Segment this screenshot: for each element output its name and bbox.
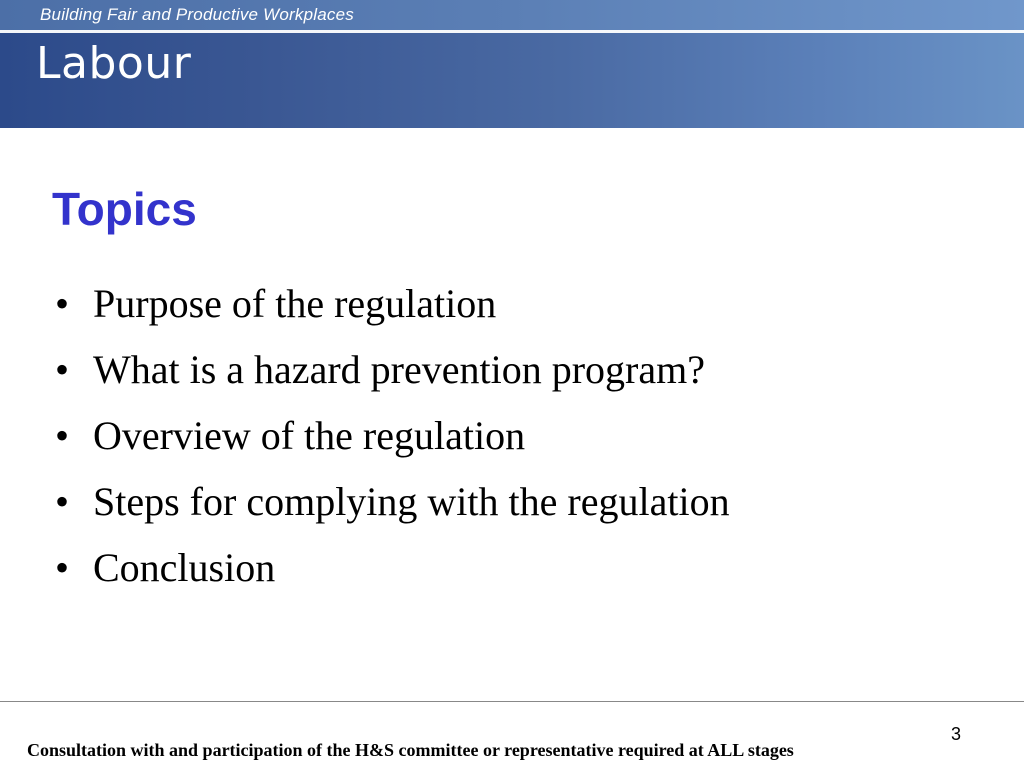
bullet-icon: • [55, 545, 70, 590]
header-tagline: Building Fair and Productive Workplaces [40, 5, 354, 24]
list-item-text: What is a hazard prevention program? [93, 347, 705, 392]
list-item [55, 478, 730, 544]
list-item [55, 412, 730, 478]
list-item-text: Overview of the regulation [93, 413, 526, 458]
footer-divider [0, 701, 1024, 702]
page-number: 3 [951, 724, 962, 744]
list-item-text: Conclusion [93, 545, 276, 590]
bullet-icon: • [55, 479, 70, 524]
slide-title: Topics [52, 183, 197, 235]
list-item [55, 544, 730, 610]
list-item-text: Purpose of the regulation [93, 281, 497, 326]
header-divider [0, 30, 1024, 33]
topics-list [55, 280, 730, 610]
list-item [55, 280, 730, 346]
bullet-icon: • [55, 413, 70, 458]
header-tagline-strip [0, 0, 1024, 30]
footer-note: Consultation with and participation of the H&S committee or representative required at ALL stages [27, 740, 794, 760]
brand-logo-text: Labour [36, 38, 192, 89]
list-item [55, 346, 730, 412]
list-item-text: Steps for complying with the regulation [93, 479, 730, 524]
bullet-icon: • [55, 281, 70, 326]
bullet-icon: • [55, 347, 70, 392]
